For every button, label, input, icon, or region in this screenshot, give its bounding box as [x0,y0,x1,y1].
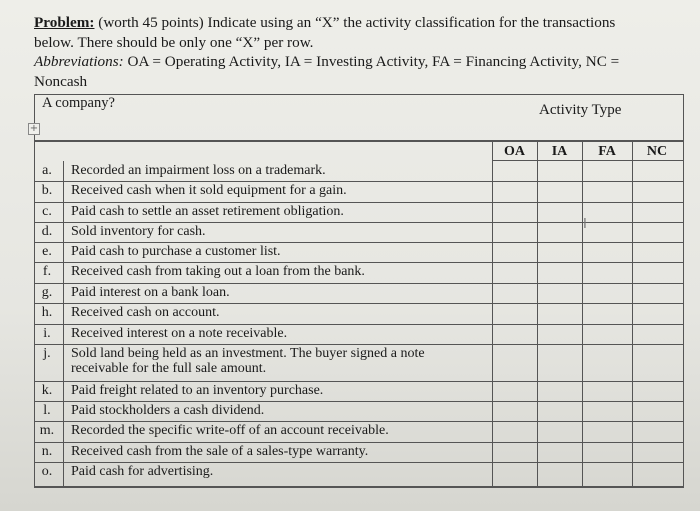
answer-cell-fa[interactable] [582,222,632,242]
row-description: Received cash from taking out a loan from the bank. [71,264,365,279]
problem-label: Problem: [34,14,95,31]
problem-text: (worth 45 points) Indicate using an “X” the activity classification for the transactions [94,14,616,31]
answer-cell-ia[interactable] [537,344,582,381]
abbreviations-line-2: Noncash [34,72,88,90]
answer-cell-fa[interactable] [582,161,632,181]
row-letter: k. [41,383,53,398]
row-letter: f. [42,264,52,279]
answer-cell-ia[interactable] [537,421,582,442]
answer-cell-ia[interactable] [537,324,582,344]
answer-cell-fa[interactable] [582,381,632,401]
table-row [34,262,684,283]
row-description: Paid freight related to an inventory purchase. [71,383,324,398]
problem-line-1 [34,13,684,33]
answer-cell-oa[interactable] [492,421,537,442]
row-letter: m. [39,423,55,438]
answer-cell-ia[interactable] [537,262,582,283]
row-letter: e. [42,244,52,259]
answer-cell-fa[interactable] [582,344,632,381]
answer-cell-oa[interactable] [492,324,537,344]
answer-cell-fa[interactable] [582,242,632,262]
answer-cell-fa[interactable] [582,421,632,442]
answer-cell-nc[interactable] [632,222,682,242]
abbreviations-label: Abbreviations: [34,53,124,70]
answer-cell-nc[interactable] [632,442,682,462]
answer-cell-ia[interactable] [537,202,582,222]
table-row [34,324,684,344]
answer-cell-oa[interactable] [492,303,537,324]
row-letter: c. [42,204,52,219]
answer-cell-nc[interactable] [632,401,682,421]
answer-cell-nc[interactable] [632,324,682,344]
activity-type-header: Activity Type [539,102,622,118]
col-head-nc: NC [646,144,668,159]
row-letter: n. [41,444,53,459]
answer-cell-ia[interactable] [537,381,582,401]
answer-cell-oa[interactable] [492,181,537,202]
answer-cell-oa[interactable] [492,401,537,421]
row-letter: j. [43,346,51,361]
answer-cell-nc[interactable] [632,462,682,486]
answer-cell-fa[interactable] [582,181,632,202]
table-row [34,462,684,486]
row-description: Received cash on account. [71,305,220,320]
abbreviations-text: OA = Operating Activity, IA = Investing Activity, FA = Financing Activity, NC = [123,53,620,70]
col-head-oa: OA [504,144,525,159]
answer-cell-ia[interactable] [537,222,582,242]
row-letter: b. [41,183,53,198]
answer-cell-fa[interactable] [582,283,632,303]
answer-cell-oa[interactable] [492,462,537,486]
row-letter: d. [41,224,53,239]
answer-cell-nc[interactable] [632,181,682,202]
answer-cell-nc[interactable] [632,161,682,181]
answer-cell-ia[interactable] [537,242,582,262]
table-row [34,283,684,303]
answer-cell-fa[interactable] [582,262,632,283]
row-letter: g. [41,285,53,300]
table-row [34,242,684,262]
row-description: Received cash from the sale of a sales-type warranty. [71,444,369,459]
answer-cell-nc[interactable] [632,344,682,381]
row-description: Paid cash to settle an asset retirement obligation. [71,204,344,219]
answer-cell-ia[interactable] [537,303,582,324]
answer-cell-nc[interactable] [632,421,682,442]
col-head-fa: FA [598,144,616,159]
answer-cell-ia[interactable] [537,283,582,303]
table-row [34,161,684,181]
row-description: Paid stockholders a cash dividend. [71,403,265,418]
table-row [34,181,684,202]
text-cursor-icon: I [583,217,587,232]
company-label: A company? [42,95,115,111]
answer-cell-oa[interactable] [492,262,537,283]
answer-cell-ia[interactable] [537,401,582,421]
row-description: Sold inventory for cash. [71,224,206,239]
row-description: Sold land being held as an investment. The buyer signed a note receivable for the full sale amount. [71,346,425,376]
answer-cell-oa[interactable] [492,381,537,401]
answer-cell-nc[interactable] [632,381,682,401]
table-row [34,401,684,421]
table-move-handle-icon[interactable]: + [29,123,39,134]
table-row [34,442,684,462]
answer-cell-oa[interactable] [492,202,537,222]
answer-cell-fa[interactable] [582,324,632,344]
row-description: Received interest on a note receivable. [71,326,288,341]
answer-cell-fa[interactable] [582,303,632,324]
row-letter: i. [43,326,51,341]
row-description: Paid cash for advertising. [71,464,214,479]
problem-header [34,13,684,91]
row-letter: a. [42,163,52,178]
answer-cell-nc[interactable] [632,262,682,283]
answer-cell-oa[interactable] [492,283,537,303]
answer-cell-ia[interactable] [537,462,582,486]
answer-cell-oa[interactable] [492,222,537,242]
row-description: Paid cash to purchase a customer list. [71,244,281,259]
answer-cell-oa[interactable] [492,344,537,381]
answer-cell-fa[interactable] [582,202,632,222]
answer-cell-oa[interactable] [492,242,537,262]
answer-cell-nc[interactable] [632,283,682,303]
row-description: Paid interest on a bank loan. [71,285,230,300]
row-letter: h. [41,305,53,320]
row-letter: o. [41,464,53,479]
row-letter: l. [43,403,51,418]
answer-cell-oa[interactable] [492,161,537,181]
row-divider [34,486,684,487]
answer-cell-fa[interactable] [582,442,632,462]
answer-cell-oa[interactable] [492,442,537,462]
activity-table [29,94,684,488]
table-row [34,381,684,401]
table-row [34,344,684,381]
table-row [34,303,684,324]
answer-cell-ia[interactable] [537,161,582,181]
abbreviations-line [34,52,684,72]
header-divider [34,140,684,142]
row-description: Recorded the specific write-off of an account receivable. [71,423,389,438]
answer-cell-fa[interactable] [582,462,632,486]
answer-cell-nc[interactable] [632,303,682,324]
answer-cell-ia[interactable] [537,442,582,462]
table-row [34,421,684,442]
problem-line-2: below. There should be only one “X” per row. [34,33,314,51]
answer-cell-fa[interactable] [582,401,632,421]
answer-cell-nc[interactable] [632,242,682,262]
row-description: Recorded an impairment loss on a trademark. [71,163,326,178]
row-description: Received cash when it sold equipment for a gain. [71,183,347,198]
answer-cell-ia[interactable] [537,181,582,202]
answer-cell-nc[interactable] [632,202,682,222]
col-head-ia: IA [551,144,568,159]
